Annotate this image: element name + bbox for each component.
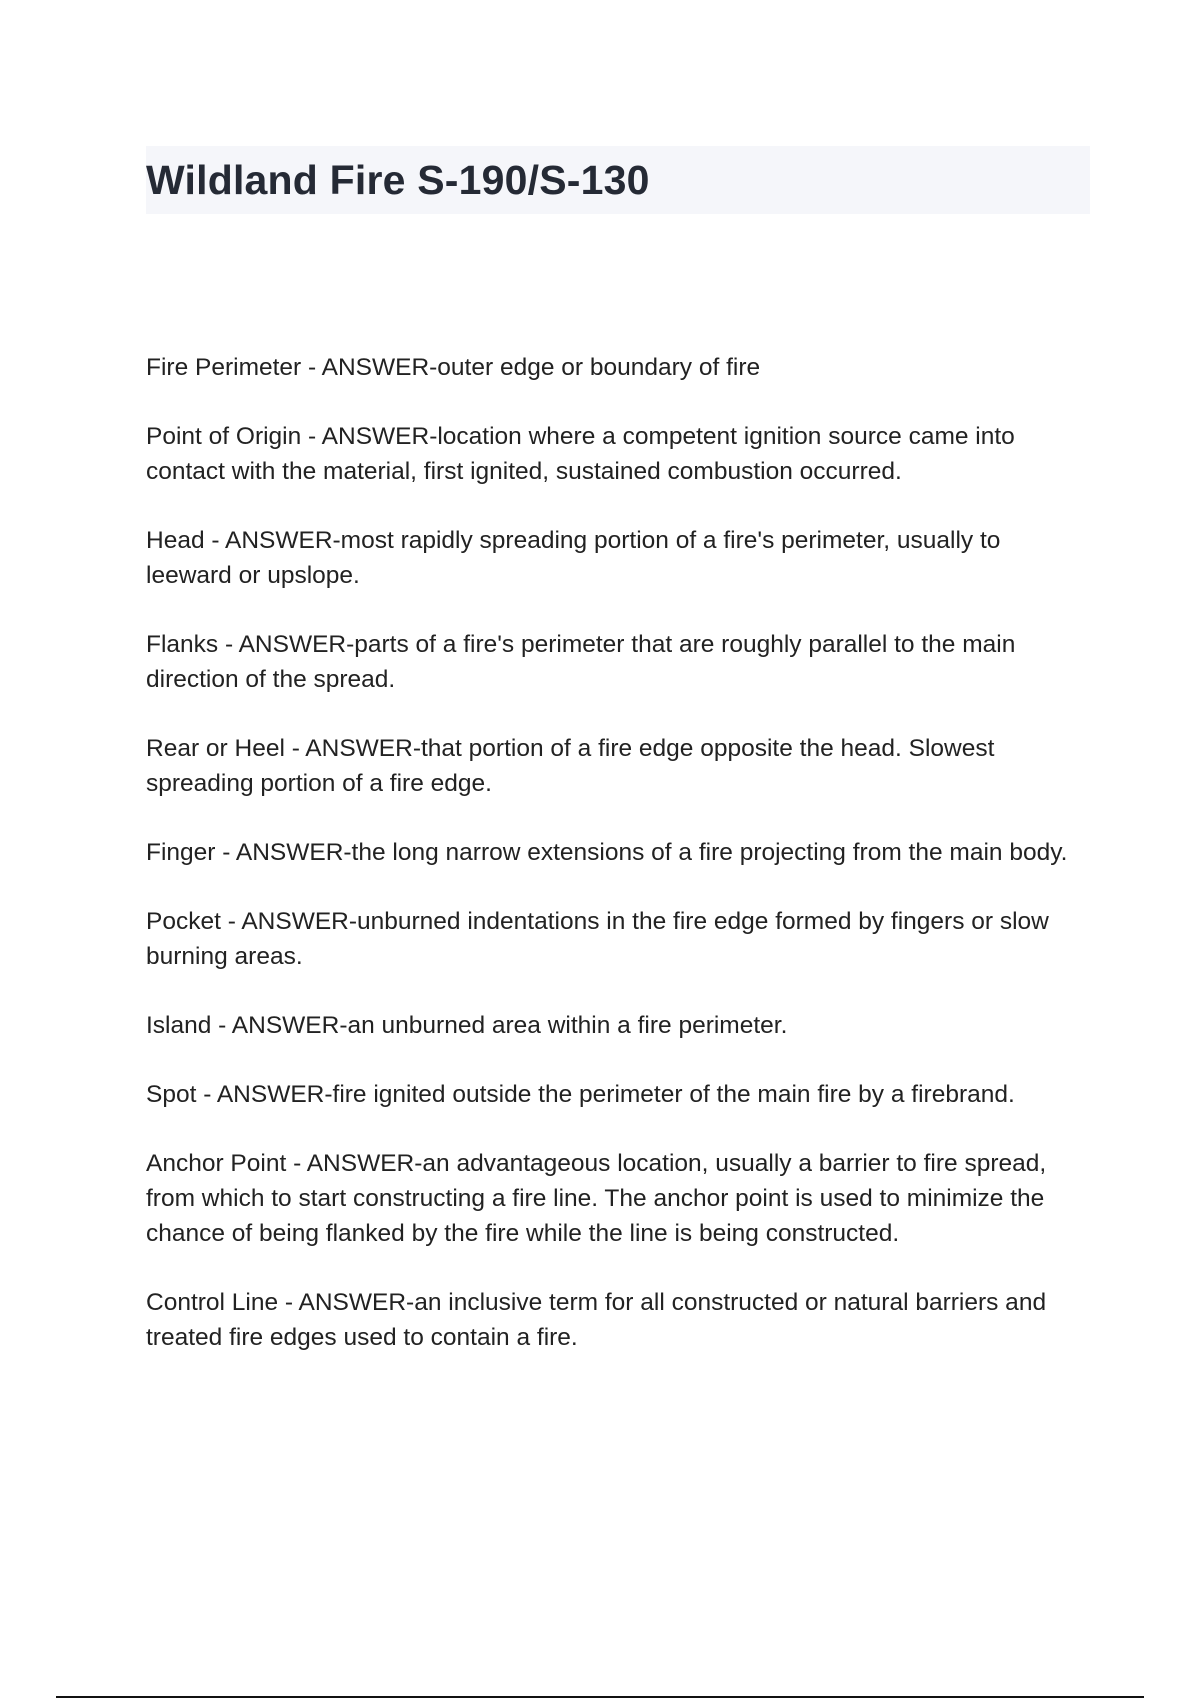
qa-entry: Rear or Heel - ANSWER-that portion of a fire edge opposite the head. Slowest spreading portion of a fire edge. [146, 735, 995, 797]
qa-entry: Finger - ANSWER-the long narrow extensions of a fire projecting from the main body. [146, 839, 1068, 866]
qa-entry: Fire Perimeter - ANSWER-outer edge or boundary of fire [146, 354, 761, 381]
document-title: Wildland Fire S-190/S-130 [146, 157, 650, 203]
qa-entry: Pocket - ANSWER-unburned indentations in the fire edge formed by fingers or slow burning areas. [146, 908, 1049, 970]
qa-entry: Anchor Point - ANSWER-an advantageous location, usually a barrier to fire spread, from which to start constructing a fire line. The anchor point is used to minimize the chance of being flanked by the fire while the line is being constructed. [146, 1150, 1047, 1247]
qa-entry: Point of Origin - ANSWER-location where a competent ignition source came into contact with the material, first ignited, sustained combustion occurred. [146, 423, 1015, 485]
footer-divider [56, 1696, 1144, 1698]
qa-entry: Control Line - ANSWER-an inclusive term for all constructed or natural barriers and treated fire edges used to contain a fire. [146, 1289, 1047, 1351]
title-band [146, 146, 1090, 214]
qa-list [146, 350, 1090, 1389]
qa-entry: Island - ANSWER-an unburned area within a fire perimeter. [146, 1012, 788, 1039]
qa-entry: Head - ANSWER-most rapidly spreading portion of a fire's perimeter, usually to leeward or upslope. [146, 527, 1001, 589]
qa-entry: Flanks - ANSWER-parts of a fire's perimeter that are roughly parallel to the main direction of the spread. [146, 631, 1016, 693]
qa-entry: Spot - ANSWER-fire ignited outside the perimeter of the main fire by a firebrand. [146, 1081, 1015, 1108]
